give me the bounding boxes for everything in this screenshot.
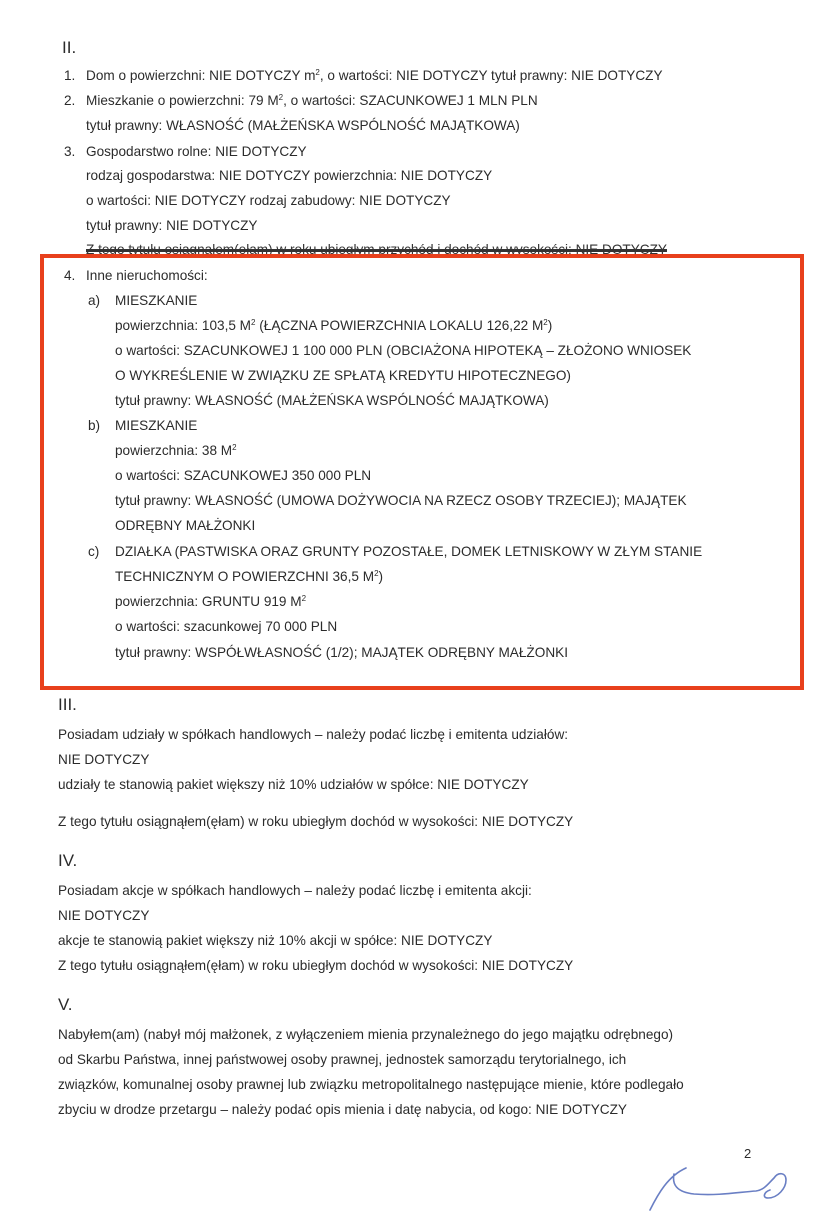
item-3-farm-income: Z tego tytułu osiągnąłem(ęłam) w roku ubiegłym przychód i dochód w wysokości: NIE DOTYCZY	[86, 242, 667, 257]
signature-icon	[646, 1158, 796, 1216]
item-3-farm-value: o wartości: NIE DOTYCZY rodzaj zabudowy: NIE DOTYCZY	[86, 193, 451, 208]
item-3-farm-type: rodzaj gospodarstwa: NIE DOTYCZY powierzchnia: NIE DOTYCZY	[86, 168, 493, 183]
item-2-number: 2.	[64, 93, 76, 108]
section-4-line-3: akcje te stanowią pakiet większy niż 10% akcji w spółce: NIE DOTYCZY	[58, 933, 493, 948]
section-5-line-4: zbyciu w drodze przetargu – należy podać opis mienia i datę nabycia, od kogo: NIE DOTYCZY	[58, 1102, 627, 1117]
section-4-line-4: Z tego tytułu osiągnąłem(ęłam) w roku ubiegłym dochód w wysokości: NIE DOTYCZY	[58, 958, 574, 973]
item-1-number: 1.	[64, 68, 76, 83]
section-2-heading: II.	[62, 38, 77, 57]
item-4c-area: powierzchnia: GRUNTU 919 $M^2$	[115, 594, 307, 609]
item-4-number: 4.	[64, 268, 76, 283]
item-3-farm-title: tytuł prawny: NIE DOTYCZY	[86, 218, 258, 233]
section-3-heading: III.	[58, 695, 77, 714]
section-3-line-4: Z tego tytułu osiągnąłem(ęłam) w roku ubiegłym dochód w wysokości: NIE DOTYCZY	[58, 814, 574, 829]
item-4c-name-line2: TECHNICZNYM O POWIERZCHNI 36,5 $M^2$)	[115, 569, 384, 584]
item-4b-legal-title-line2: ODRĘBNY MAŁŻONKI	[115, 518, 256, 533]
item-4b-area: powierzchnia: 38 $M^2$	[115, 443, 237, 458]
section-3-line-3: udziały te stanowią pakiet większy niż 10% udziałów w spółce: NIE DOTYCZY	[58, 777, 529, 792]
item-4b-value: o wartości: SZACUNKOWEJ 350 000 PLN	[115, 468, 372, 483]
item-4b-letter: b)	[88, 418, 101, 433]
item-2-title: tytuł prawny: WŁASNOŚĆ (MAŁŻEŃSKA WSPÓLNOŚĆ MAJĄTKOWA)	[86, 118, 520, 133]
section-4-line-1: Posiadam akcje w spółkach handlowych – należy podać liczbę i emitenta akcji:	[58, 883, 532, 898]
item-4a-area: powierzchnia: 103,5 $M^2$ (ŁĄCZNA POWIERZCHNIA LOKALU 126,22 $M^2$)	[115, 318, 553, 333]
item-4b-legal-title-line1: tytuł prawny: WŁASNOŚĆ (UMOWA DOŻYWOCIA NA RZECZ OSOBY TRZECIEJ); MAJĄTEK	[115, 493, 687, 508]
page-number: 2	[744, 1146, 752, 1161]
section-5-line-2: od Skarbu Państwa, innej państwowej osoby prawnej, jednostek samorządu terytorialnego, ich	[58, 1052, 627, 1067]
item-3-number: 3.	[64, 144, 76, 159]
item-4a-value-line2: O WYKREŚLENIE W ZWIĄZKU ZE SPŁATĄ KREDYTU HIPOTECZNEGO)	[115, 368, 571, 383]
item-4-title: Inne nieruchomości:	[86, 268, 208, 283]
item-1-house: Dom o powierzchni: NIE DOTYCZY $m^2$, o wartości: NIE DOTYCZY tytuł prawny: NIE DOTYCZY	[86, 68, 663, 83]
section-3-line-2: NIE DOTYCZY	[58, 752, 150, 767]
section-4-line-2: NIE DOTYCZY	[58, 908, 150, 923]
section-5-line-3: związków, komunalnej osoby prawnej lub związku metropolitalnego następujące mienie, które podlegało	[58, 1077, 684, 1092]
item-4a-legal-title: tytuł prawny: WŁASNOŚĆ (MAŁŻEŃSKA WSPÓLNOŚĆ MAJĄTKOWA)	[115, 393, 549, 408]
section-3-line-1: Posiadam udziały w spółkach handlowych – należy podać liczbę i emitenta udziałów:	[58, 727, 569, 742]
item-4a-value-line1: o wartości: SZACUNKOWEJ 1 100 000 PLN (OBCIAŻONA HIPOTEKĄ – ZŁOŻONO WNIOSEK	[115, 343, 692, 358]
item-4c-letter: c)	[88, 544, 100, 559]
item-3-farm: Gospodarstwo rolne: NIE DOTYCZY	[86, 144, 307, 159]
section-4-heading: IV.	[58, 851, 78, 870]
item-2-apartment: Mieszkanie o powierzchni: 79 $M^2$, o wartości: SZACUNKOWEJ 1 MLN PLN	[86, 93, 538, 108]
item-4c-name-line1: DZIAŁKA (PASTWISKA ORAZ GRUNTY POZOSTAŁE, DOMEK LETNISKOWY W ZŁYM STANIE	[115, 544, 703, 559]
item-4a-letter: a)	[88, 293, 101, 308]
item-4c-value: o wartości: szacunkowej 70 000 PLN	[115, 619, 338, 634]
item-4b-name: MIESZKANIE	[115, 418, 198, 433]
item-4c-legal-title: tytuł prawny: WSPÓŁWŁASNOŚĆ (1/2); MAJĄTEK ODRĘBNY MAŁŻONKI	[115, 645, 568, 660]
section-5-line-1: Nabyłem(am) (nabył mój małżonek, z wyłączeniem mienia przynależnego do jego majątku odrębnego)	[58, 1027, 674, 1042]
section-5-heading: V.	[58, 995, 73, 1014]
item-4a-name: MIESZKANIE	[115, 293, 198, 308]
